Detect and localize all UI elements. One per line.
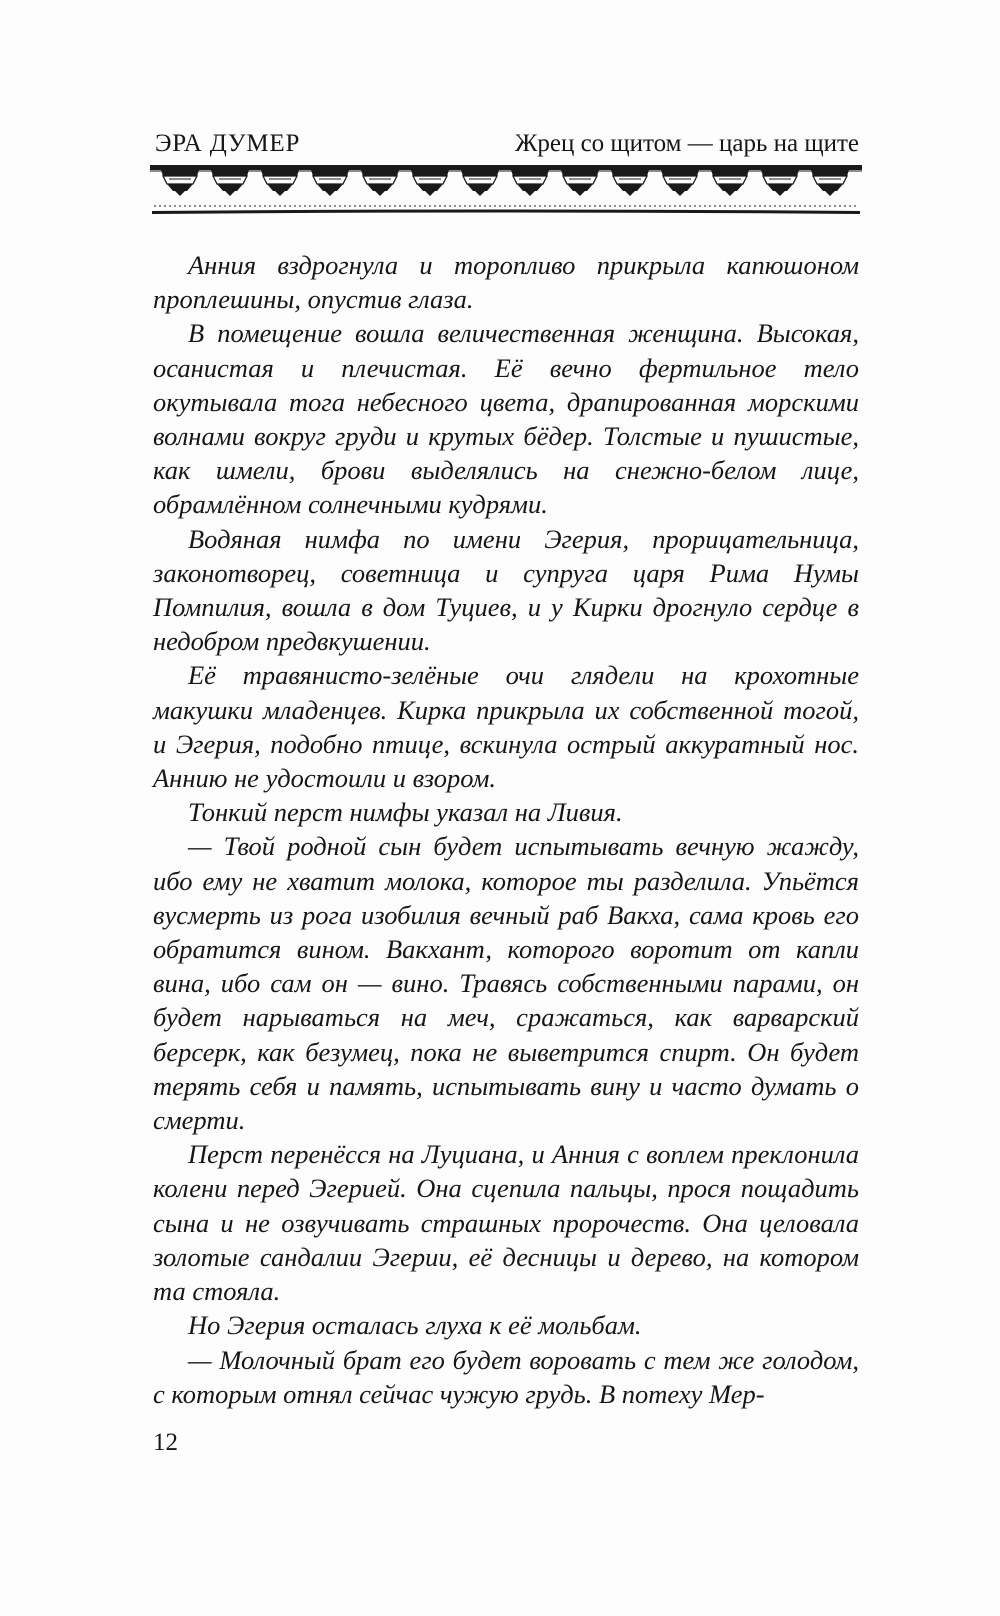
running-head-author: ЭРА ДУМЕР — [155, 130, 301, 157]
body-text — [153, 248, 859, 1411]
page-number: 12 — [153, 1429, 178, 1456]
paragraph: Тонкий перст нимфы указал на Ливия. — [188, 797, 623, 828]
paragraph: Анния вздрогнула и торопливо прикрыла капюшоном проплешины, опустив глаза. — [153, 250, 859, 315]
paragraph: Перст перенёсся на Луциана, и Анния с воплем преклонила колени перед Эгерией. Она сцепила пальцы, прося пощадить сына и не озвучивать страшных пророчеств. Она целовала золотые сандалии Эгерии, её десницы и дерево, на котором та стояла. — [153, 1139, 859, 1307]
paragraph: — Молочный брат его будет воровать с тем же голодом, с которым отнял сейчас чужую грудь. В потеху Мер- — [153, 1344, 859, 1409]
paragraph: — Твой родной сын будет испытывать вечную жажду, ибо ему не хватит молока, которое ты разделила. Упьётся вусмерть из рога изобилия вечный раб Вакха, сама кровь его обратится вином. Вакхант, которого воротит от капли вина, ибо сам он — вино. Травясь собственными парами, он будет нарываться на меч, сражаться, как варварский берсерк, как безумец, пока не выветрится спирт. Он будет терять себя и память, испытывать вину и часто думать о смерти. — [153, 831, 859, 1136]
paragraph: Водяная нимфа по имени Эгерия, прорицательница, законотворец, советница и супруга царя Рима Нумы Помпилия, вошла в дом Туциев, и у Кирки дрогнуло сердце в недобром предвкушении. — [153, 523, 859, 657]
running-head — [155, 127, 859, 161]
paragraph: Её травянисто-зелёные очи глядели на крохотные макушки младенцев. Кирка прикрыла их собственной тогой, и Эгерия, подобно птице, вскинула острый аккуратный нос. Аннию не удостоили и взором. — [153, 660, 859, 794]
paragraph: В помещение вошла величественная женщина. Высокая, осанистая и плечистая. Её вечно фертильное тело окутывала тога небесного цвета, драпированная морскими волнами вокруг груди и крутых бёдер. Толстые и пушистые, как шмели, брови выделялись на снежно-белом лице, обрамлённом солнечными кудрями. — [153, 318, 859, 520]
decorative-frieze — [150, 165, 862, 221]
running-head-title: Жрец со щитом — царь на щите — [514, 130, 859, 157]
paragraph: Но Эгерия осталась глуха к её мольбам. — [188, 1310, 642, 1341]
